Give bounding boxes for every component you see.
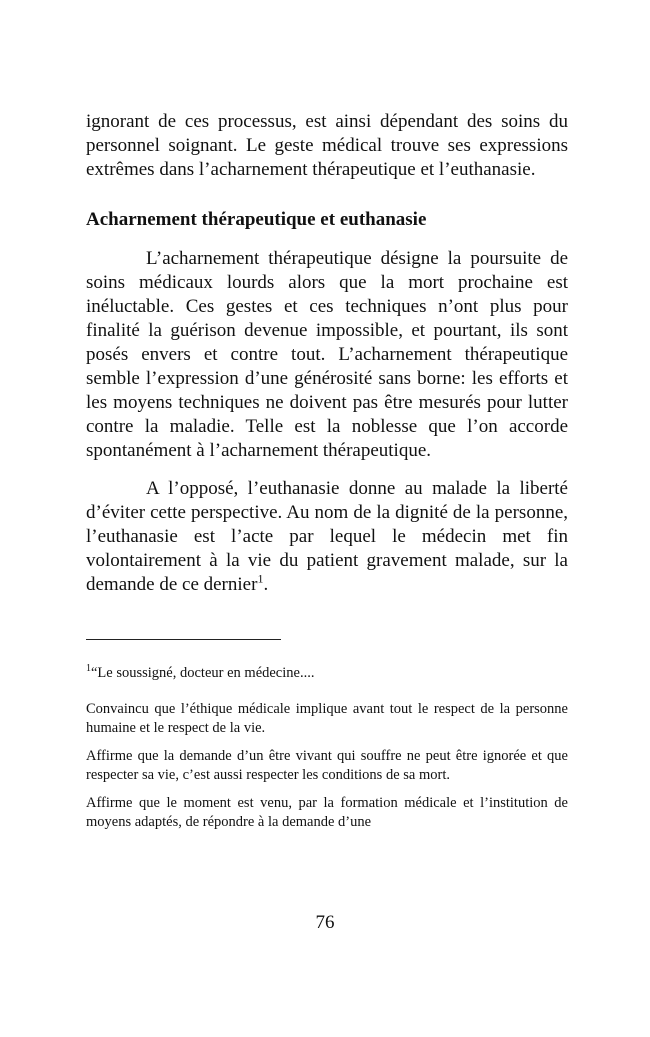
footnote-divider [86,639,281,640]
paragraph-euthanasie-end: . [263,574,269,595]
paragraph-continuation: ignorant de ces processus, est ainsi dépendant des soins du personnel soignant. Le geste médical trouve ses expressions extrêmes dans l’acharnement thérapeutique et l’euthanasie. [86,111,568,180]
section-heading: Acharnement thérapeutique et euthanasie [86,209,427,230]
footnote-line: Affirme que la demande d’un être vivant qui souffre ne peut être ignorée et que respecter sa vie, c’est aussi respecter les conditions de sa mort. [86,748,568,783]
footnote-reference: 1 [257,571,264,586]
footnote-marker: 1 [86,663,91,675]
footnote-line: Affirme que le moment est venu, par la formation médicale et l’institution de moyens adaptés, de répondre à la demande d’une [86,795,568,830]
footnote-line [86,664,568,683]
paragraph-euthanasie [86,477,568,597]
page-body [86,110,568,841]
paragraph-acharnement: L’acharnement thérapeutique désigne la poursuite de soins médicaux lourds alors que la mort prochaine est inéluctable. Ces gestes et ces techniques n’ont plus pour finalité la guérison devenue impossible, et pourtant, ils sont posés envers et contre tout. L’acharnement thérapeutique semble l’expression d’une générosité sans borne: les efforts et les moyens techniques ne doivent pas être mesurés pour lutter contre la maladie. Telle est la noblesse que l’on accorde spontanément à l’acharnement thérapeutique. [86,248,568,461]
paragraph-euthanasie-text: A l’opposé, l’euthanasie donne au malade la liberté d’éviter cette perspective. Au nom de la dignité de la personne, l’euthanasie est l’acte par lequel le médecin met fin volontairement à la vie du patient gravement malade, sur la demande de ce dernier [86,478,568,595]
page-number: 76 [315,912,335,933]
footnote-text: “Le soussigné, docteur en médecine.... [91,665,315,681]
footnotes [86,664,568,832]
footnote-line: Convaincu que l’éthique médicale implique avant tout le respect de la personne humaine et le respect de la vie. [86,701,568,736]
